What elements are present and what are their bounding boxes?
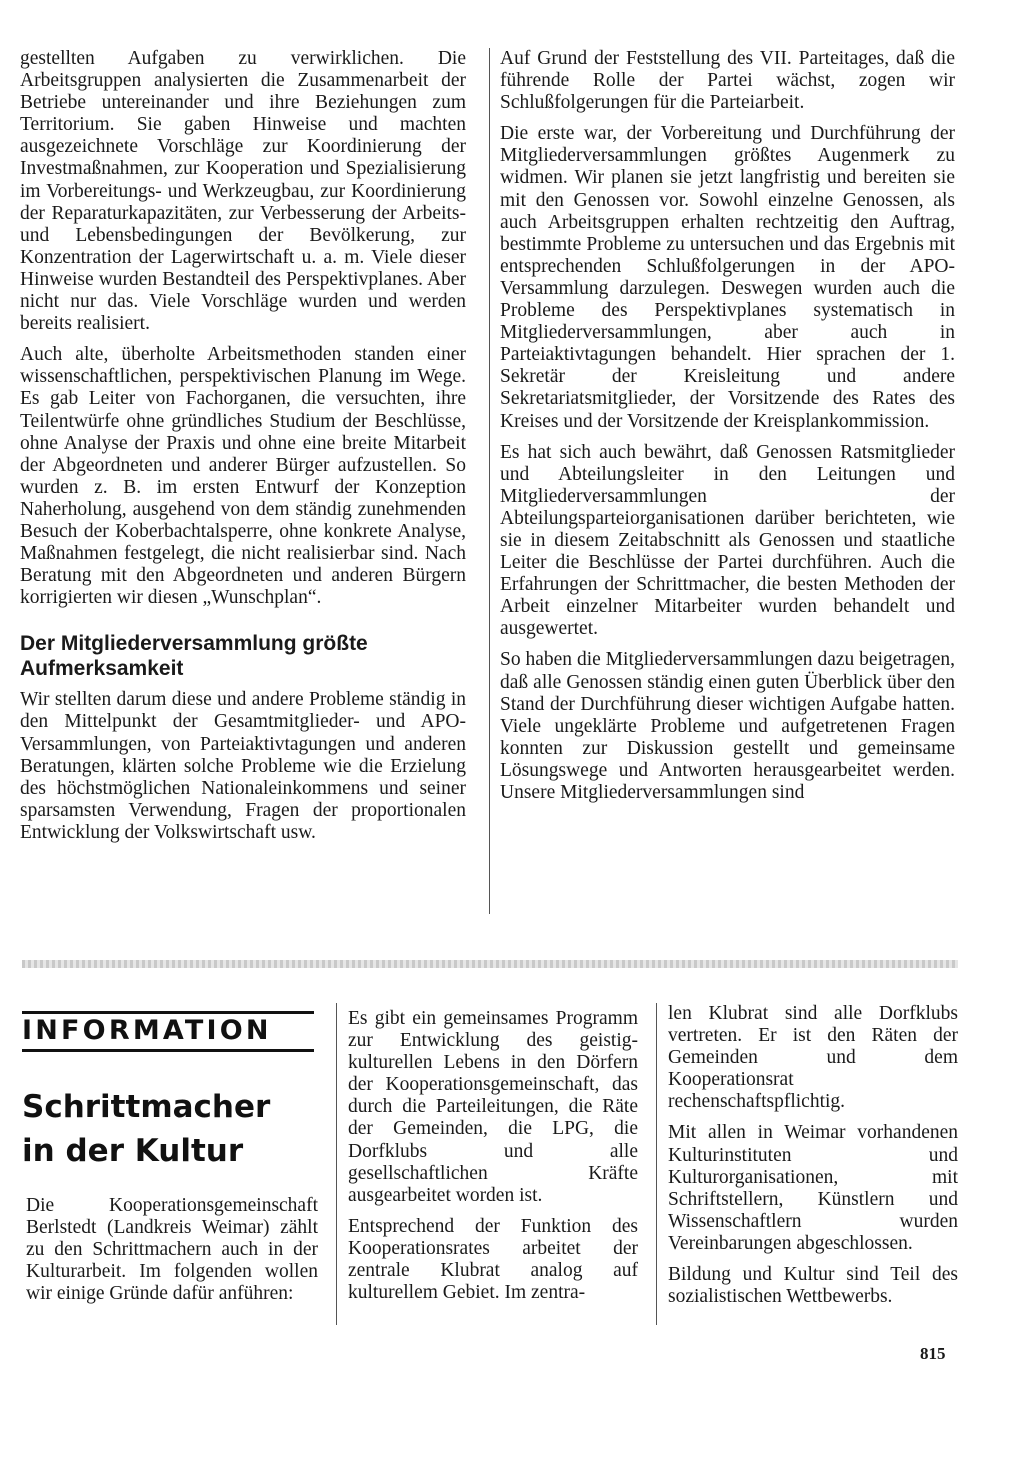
info-rule-bottom <box>22 1049 314 1052</box>
paragraph: Entsprechend der Funktion des Kooperationsrates arbeitet der zentrale Klubrat analog auf kulturellem Gebiet. Im zentra- <box>348 1215 638 1304</box>
info-title-line: in der Kultur <box>22 1133 244 1169</box>
info-column-1 <box>26 1195 318 1314</box>
paragraph: gestellten Aufgaben zu verwirklichen. Die Arbeitsgruppen analysierten die Zusammenarbeit der Betriebe untereinander und ihre Beziehungen zum Territorium. Sie gaben Hinweise und machten ausgezeichnete Vorschläge zur Koordinierung der Investmaßnahmen, zur Kooperation und Spezialisierung im Vorbereitungs- und Werkzeugbau, zur Koordinierung der Reparaturkapazitäten, zur Verbesserung der Arbeits- und Lebensbedingungen der Bevölkerung, zur Konzentration der Lagerwirtschaft u. a. m. Viele dieser Hinweise wurden Bestandteil des Perspektivplanes. Aber nicht nur das. Viele Vorschläge wurden und werden bereits realisiert. <box>20 48 466 335</box>
info-label: INFORMATION <box>22 1015 272 1046</box>
paragraph: Die erste war, der Vorbereitung und Durchführung der Mitgliederversammlungen größtes Augenmerk zu widmen. Wir planen sie jetzt langfristig und bereiten sie mit den Genossen vor. Sowohl einzelne Genossen, als auch Arbeitsgruppen erhalten rechtzeitig den Auftrag, bestimmte Probleme zu untersuchen und das Ergebnis mit entsprechenden Schlußfolgerungen in der APO-Versammlung darzulegen. Deswegen wurden auch die Probleme des Perspektivplanes systematisch in Mitgliederversammlungen, aber auch in Parteiaktivtagungen behandelt. Hier sprachen der 1. Sekretär der Kreisleitung und andere Sekretariatsmitglieder, der Vorsitzende des Rates des Kreises und der Vorsitzende der Kreisplankommission. <box>500 123 955 432</box>
paragraph: Die Kooperationsgemeinschaft Berlstedt (Landkreis Weimar) zählt zu den Schrittmachern auch in der Kulturarbeit. Im folgenden wollen wir einige Gründe dafür anführen: <box>26 1195 318 1305</box>
section-divider <box>22 960 958 968</box>
paragraph: len Klubrat sind alle Dorfklubs vertreten. Er ist den Räten der Gemeinden und dem Kooperationsrat rechenschaftspflichtig. <box>668 1003 958 1113</box>
info-title-line: Schrittmacher <box>22 1089 271 1125</box>
paragraph: So haben die Mitgliederversammlungen dazu beigetragen, daß alle Genossen ständig einen guten Überblick über den Stand der Durchführung dieser wichtigen Aufgabe hatten. Viele ungeklärte Probleme und aufgetretenen Fragen konnten zur Diskussion gestellt und gemeinsame Lösungswege und Antworten herausgearbeitet werden. Unsere Mitgliederversammlungen sind <box>500 649 955 803</box>
page-number: 815 <box>920 1344 946 1363</box>
info-title <box>22 1085 322 1173</box>
info-column-3 <box>668 1003 958 1317</box>
paragraph: Auf Grund der Feststellung des VII. Parteitages, daß die führende Rolle der Partei wächst, zogen wir Schlußfolgerungen für die Parteiarbeit. <box>500 48 955 114</box>
column-divider <box>489 48 490 914</box>
column-divider <box>336 1003 337 1325</box>
section-heading: Der Mitgliederversammlung größte Aufmerksamkeit <box>20 632 368 681</box>
article-column-right <box>500 48 955 813</box>
paragraph: Es hat sich auch bewährt, daß Genossen Ratsmitglieder und Abteilungsleiter in den Leitungen und Mitgliederversammlungen der Abteilungsparteiorganisationen darüber berichteten, wie sie in diesem Zeitabschnitt als Genossen und staatliche Leiter die Beschlüsse der Partei durchführen. Auch die Erfahrungen der Schrittmacher, die besten Methoden der Arbeit einzelner Mitarbeiter wurden behandelt und ausgewertet. <box>500 441 955 640</box>
info-column-2 <box>348 1008 638 1313</box>
paragraph: Mit allen in Weimar vorhandenen Kulturinstituten und Kulturorganisationen, mit Schriftstellern, Künstlern und Wissenschaftlern wurden Vereinbarungen abgeschlossen. <box>668 1122 958 1254</box>
paragraph: Bildung und Kultur sind Teil des sozialistischen Wettbewerbs. <box>668 1264 958 1308</box>
paragraph: Auch alte, überholte Arbeitsmethoden standen einer wissenschaftlichen, perspektivischen Planung im Wege. Es gab Leiter von Fachorganen, die versuchten, ihre Teilentwürfe ohne gründliches Studium der Beschlüsse, ohne Analyse der Praxis und ohne eine breite Mitarbeit der Abgeordneten und anderer Bürger aufzustellen. So wurden z. B. im ersten Entwurf der Konzeption Naherholung, ausgehend von dem ständig zunehmenden Besuch der Koberbachtalsperre, ohne konkrete Analyse, Maßnahmen festgelegt, die nicht realisierbar sind. Nach Beratung mit den Abgeordneten und anderen Bürgern korrigierten wir diesen „Wunschplan“. <box>20 344 466 609</box>
paragraph: Es gibt ein gemeinsames Programm zur Entwicklung des geistig-kulturellen Lebens in den Dörfern der Kooperationsgemeinschaft, das durch die Parteileitungen, die Räte der Gemeinden, die LPG, die Dorfklubs und alle gesellschaftlichen Kräfte ausgearbeitet worden ist. <box>348 1008 638 1206</box>
paragraph: Wir stellten darum diese und andere Probleme ständig in den Mittelpunkt der Gesamtmitglieder- und APO-Versammlungen, von Parteiaktivtagungen und anderen Beratungen, klärten solche Probleme wie die Erzielung des höchstmöglichen Nationaleinkommens und seiner sparsamsten Verwendung, Fragen der proportionalen Entwicklung der Volkswirtschaft usw. <box>20 689 466 843</box>
info-rule-top <box>22 1011 314 1014</box>
column-divider <box>656 1003 657 1325</box>
article-column-left <box>20 48 466 853</box>
